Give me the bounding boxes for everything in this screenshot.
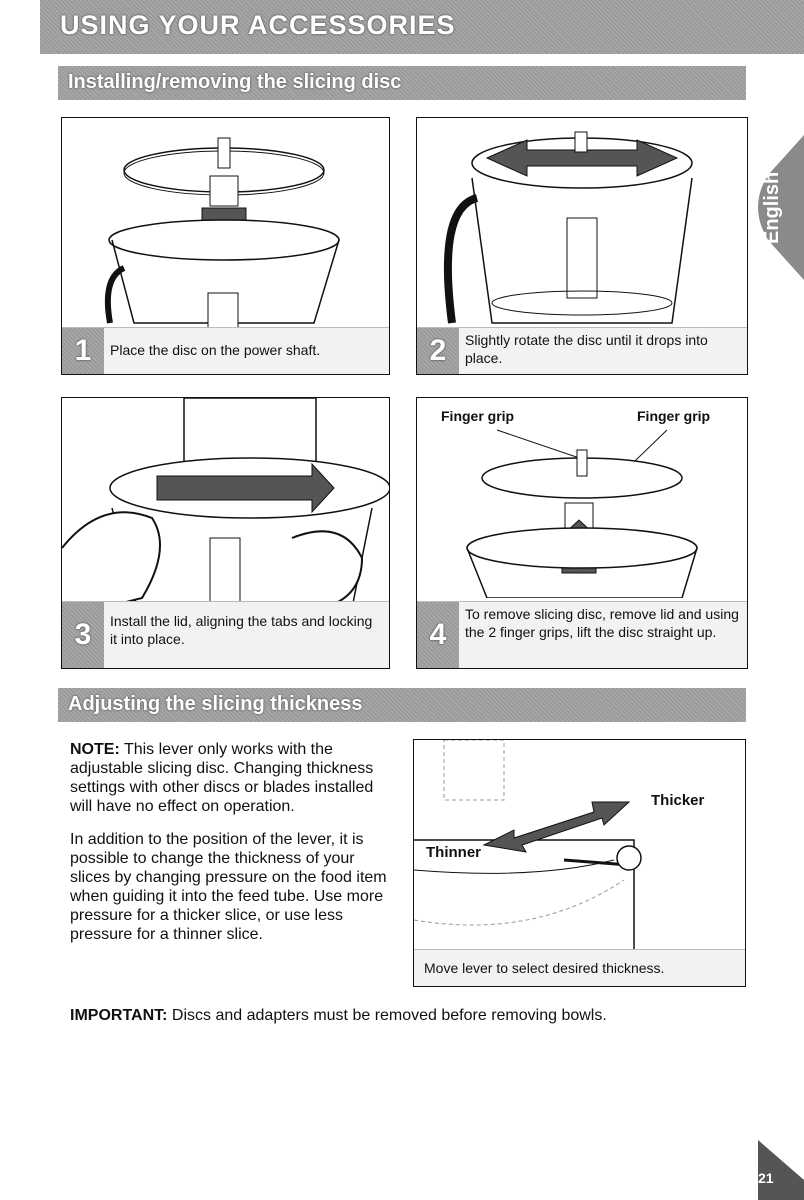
important-label: IMPORTANT: [70,1007,168,1024]
section-title: Adjusting the slicing thickness [68,693,363,715]
remove-disc-illustration [417,398,747,598]
step-caption [62,601,389,668]
step-2-caption: Slightly rotate the disc until it drops into place. [465,332,708,366]
language-label: English [761,171,783,245]
step-number-badge: 3 [62,602,104,668]
finger-grip-label-left: Finger grip [441,408,515,424]
section-bar-adjusting [58,688,746,722]
important-note [70,1006,750,1025]
note-text: This lever only works with the adjustable slicing disc. Changing thickness settings with other discs or blades installed will have no effect on operation. [70,741,374,815]
step-number-badge: 4 [417,602,459,668]
note-paragraph [70,740,390,816]
page-number: 21 [758,1170,774,1186]
step-4-panel [416,397,748,669]
section-title: Installing/removing the slicing disc [68,71,402,93]
install-lid-illustration [62,398,389,608]
step-3-panel [61,397,390,669]
step-caption [417,327,747,374]
step-2-panel [416,117,748,375]
step-number-badge: 1 [62,328,104,374]
step-caption [62,327,389,374]
rotate-disc-illustration [417,118,747,328]
disc-on-shaft-illustration [62,118,389,328]
page-number-badge [748,1140,804,1200]
thickness-caption-box [414,949,745,986]
thinner-label: Thinner [426,844,481,861]
step-number-badge: 2 [417,328,459,374]
important-text: Discs and adapters must be removed before removing bowls. [171,1007,607,1024]
page-title: USING YOUR ACCESSORIES [60,10,456,40]
section-bar-installing [58,66,746,100]
step-4-caption: To remove slicing disc, remove lid and using the 2 finger grips, lift the disc straight up. [465,606,739,640]
thicker-label: Thicker [651,792,705,809]
note-label: NOTE: [70,741,120,758]
step-1-caption: Place the disc on the power shaft. [110,342,321,358]
thickness-paragraph: In addition to the position of the lever, it is possible to change the thickness of your slices by changing pressure on the food item when guiding it into the feed tube. Use more pressure for a thicker slice, or use less pressure for a thinner slice. [70,831,387,943]
step-1-panel [61,117,390,375]
finger-grip-label-right: Finger grip [637,408,711,424]
step-3-caption: Install the lid, aligning the tabs and locking it into place. [110,613,373,647]
thickness-panel [413,739,746,987]
step-caption [417,601,747,668]
thickness-caption: Move lever to select desired thickness. [424,960,665,976]
